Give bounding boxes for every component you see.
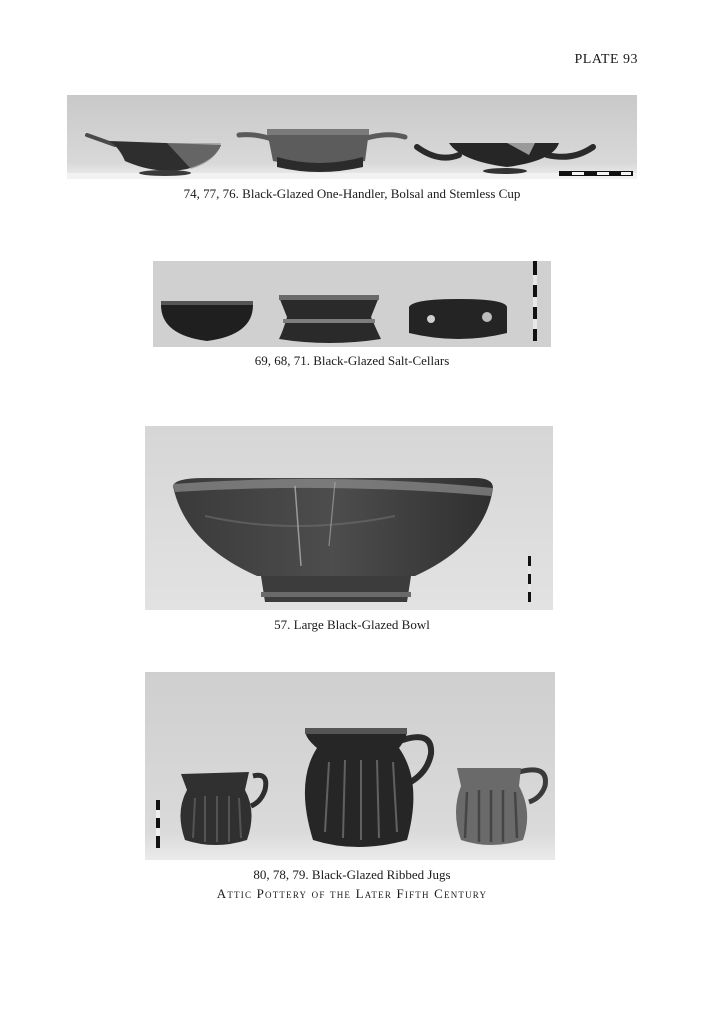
caption-large-bowl: 57. Large Black-Glazed Bowl	[274, 617, 430, 632]
plate-title: Attic Pottery of the Later Fifth Century	[216, 886, 488, 901]
photo-salt-cellars	[153, 261, 551, 347]
scale-bar	[533, 261, 537, 341]
photo-large-bowl	[145, 426, 553, 610]
scale-bar	[528, 556, 531, 602]
caption-salt-cellars: 69, 68, 71. Black-Glazed Salt-Cellars	[254, 353, 450, 368]
salt-cellar-3	[409, 299, 507, 339]
photo-ribbed-jugs	[145, 672, 555, 860]
photo-cups	[67, 95, 637, 179]
salt-cellar-2	[279, 295, 381, 343]
scale-bar	[559, 171, 633, 176]
caption-cups: 74, 77, 76. Black-Glazed One-Handler, Bolsal and Stemless Cup	[183, 186, 521, 201]
plate-number: PLATE 93	[574, 52, 638, 67]
caption-ribbed-jugs: 80, 78, 79. Black-Glazed Ribbed Jugs	[253, 867, 451, 882]
scale-bar	[156, 800, 160, 848]
